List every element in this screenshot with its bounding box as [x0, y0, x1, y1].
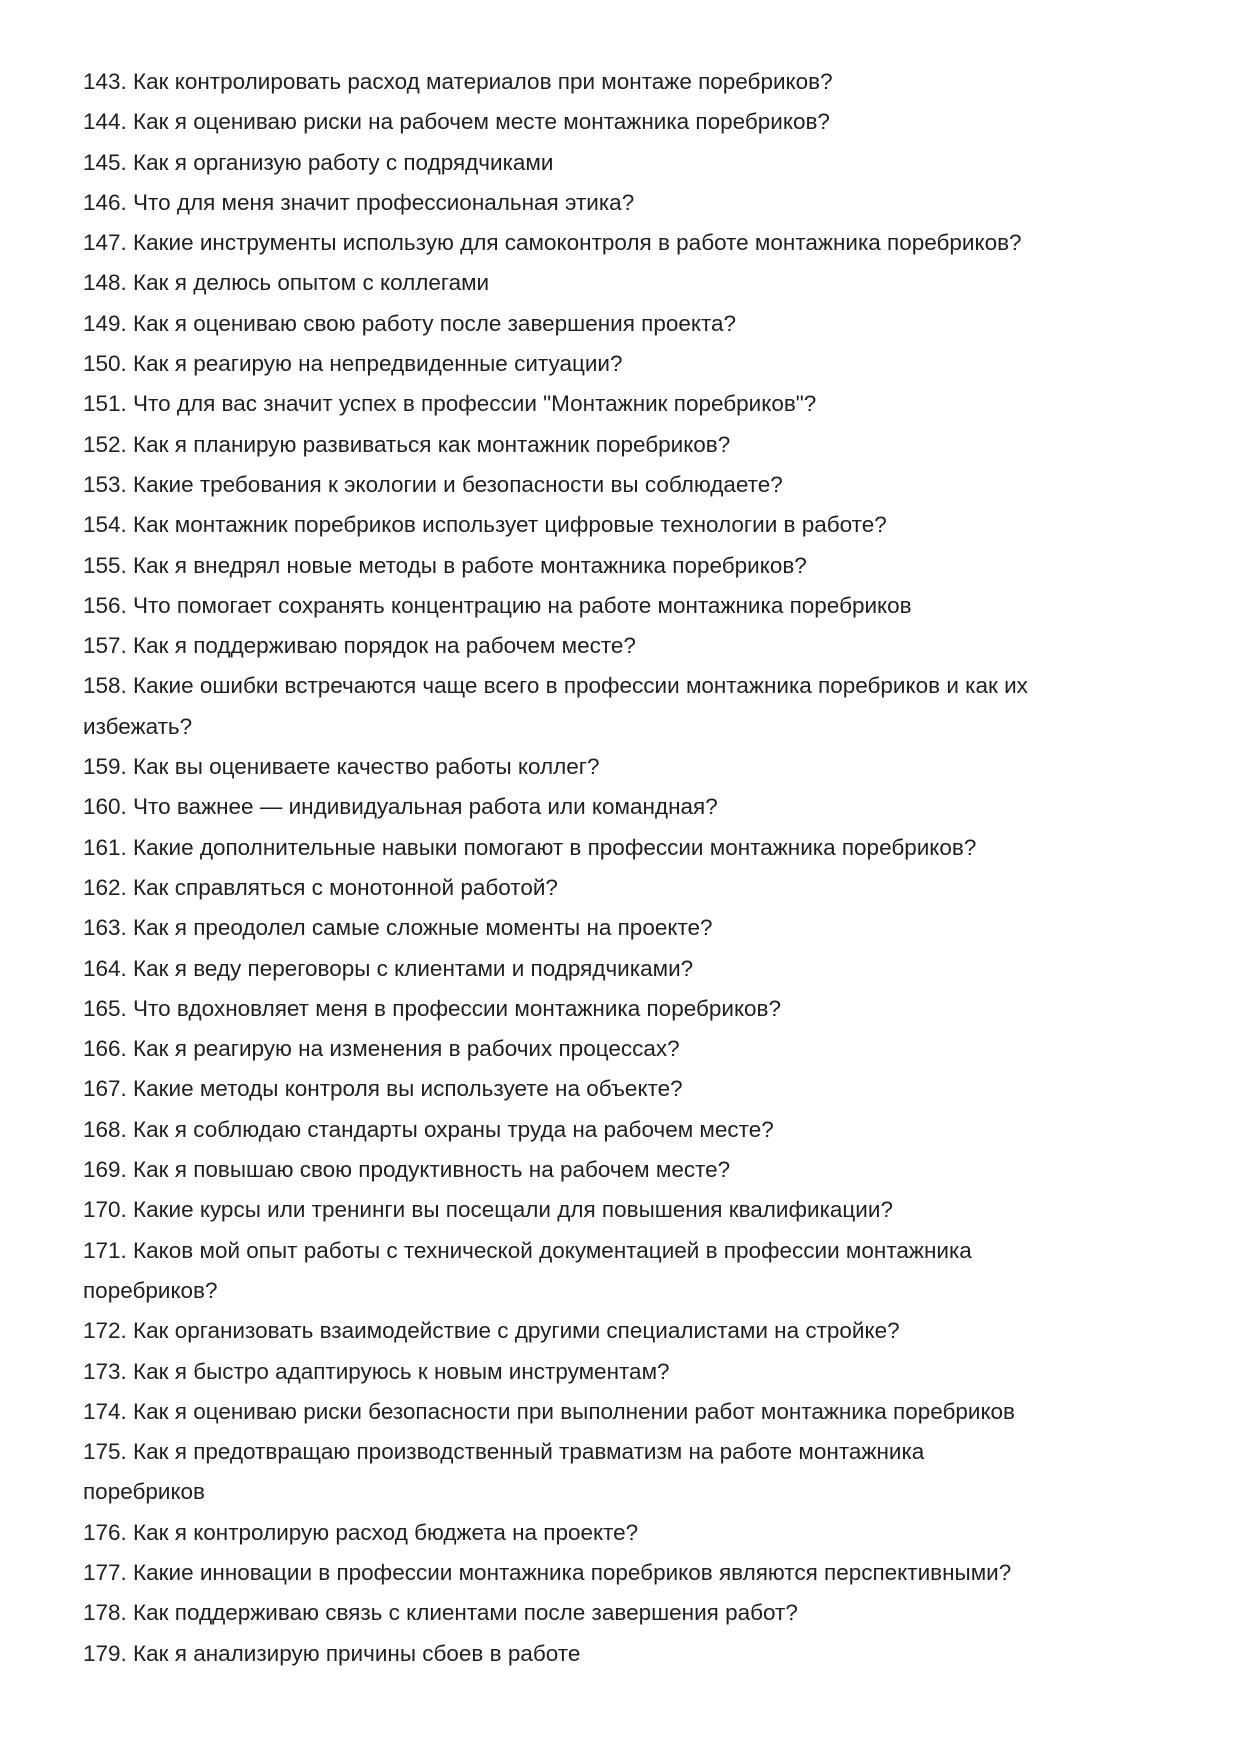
- list-item: 177. Какие инновации в профессии монтажника поребриков являются перспективными?: [83, 1559, 1012, 1585]
- list-item: 168. Как я соблюдаю стандарты охраны труда на рабочем месте?: [83, 1116, 774, 1142]
- list-item: 152. Как я планирую развиваться как монтажник поребриков?: [83, 431, 731, 457]
- list-item: 146. Что для меня значит профессиональная этика?: [83, 189, 635, 215]
- list-item: 144. Как я оцениваю риски на рабочем месте монтажника поребриков?: [83, 109, 830, 135]
- list-item: 173. Как я быстро адаптируюсь к новым инструментам?: [83, 1358, 670, 1384]
- list-item: 162. Как справляться с монотонной работой?: [83, 874, 558, 900]
- list-item: 143. Как контролировать расход материалов при монтаже поребриков?: [83, 69, 833, 94]
- list-item: 172. Как организовать взаимодействие с другими специалистами на стройке?: [83, 1318, 900, 1344]
- list-item: 145. Как я организую работу с подрядчиками: [83, 149, 554, 175]
- list-item: 161. Какие дополнительные навыки помогают в профессии монтажника поребриков?: [83, 834, 977, 860]
- list-item: 148. Как я делюсь опытом с коллегами: [83, 270, 490, 296]
- list-item: 174. Как я оцениваю риски безопасности при выполнении работ монтажника поребриков: [83, 1398, 1016, 1424]
- list-item: 178. Как поддерживаю связь с клиентами после завершения работ?: [83, 1600, 798, 1626]
- list-item: 179. Как я анализирую причины сбоев в работе: [83, 1640, 581, 1666]
- list-item: 167. Какие методы контроля вы используете на объекте?: [83, 1076, 683, 1102]
- list-item: 170. Какие курсы или тренинги вы посещали для повышения квалификации?: [83, 1197, 893, 1223]
- list-item: 163. Как я преодолел самые сложные моменты на проекте?: [83, 915, 713, 941]
- list-item: 147. Какие инструменты использую для самоконтроля в работе монтажника поребриков?: [83, 230, 1022, 256]
- list-item: 155. Как я внедрял новые методы в работе монтажника поребриков?: [83, 552, 807, 578]
- list-item: 176. Как я контролирую расход бюджета на проекте?: [83, 1519, 639, 1545]
- list-item: 169. Как я повышаю свою продуктивность на рабочем месте?: [83, 1157, 731, 1183]
- list-item: 154. Как монтажник поребриков использует цифровые технологии в работе?: [83, 512, 887, 538]
- list-item: 151. Что для вас значит успех в профессии "Монтажник поребриков"?: [83, 391, 817, 417]
- list-item: 171. Каков мой опыт работы с технической документацией в профессии монтажника поребриков?: [83, 1237, 972, 1303]
- list-item: 150. Как я реагирую на непредвиденные ситуации?: [83, 351, 623, 377]
- list-item: 157. Как я поддерживаю порядок на рабочем месте?: [83, 633, 636, 659]
- list-item: 158. Какие ошибки встречаются чаще всего в профессии монтажника поребриков и как их избежать?: [83, 673, 1028, 739]
- list-item: 165. Что вдохновляет меня в профессии монтажника поребриков?: [83, 995, 782, 1021]
- list-item: 175. Как я предотвращаю производственный травматизм на работе монтажника поребриков: [83, 1439, 925, 1505]
- question-list: [83, 62, 1158, 1674]
- list-item: 160. Что важнее — индивидуальная работа или командная?: [83, 794, 718, 820]
- list-item: 156. Что помогает сохранять концентрацию на работе монтажника поребриков: [83, 592, 912, 618]
- list-item: 149. Как я оцениваю свою работу после завершения проекта?: [83, 310, 737, 336]
- list-item: 166. Как я реагирую на изменения в рабочих процессах?: [83, 1036, 680, 1062]
- list-item: 159. Как вы оцениваете качество работы коллег?: [83, 754, 600, 780]
- list-item: 153. Какие требования к экологии и безопасности вы соблюдаете?: [83, 471, 783, 497]
- list-item: 164. Как я веду переговоры с клиентами и подрядчиками?: [83, 955, 694, 981]
